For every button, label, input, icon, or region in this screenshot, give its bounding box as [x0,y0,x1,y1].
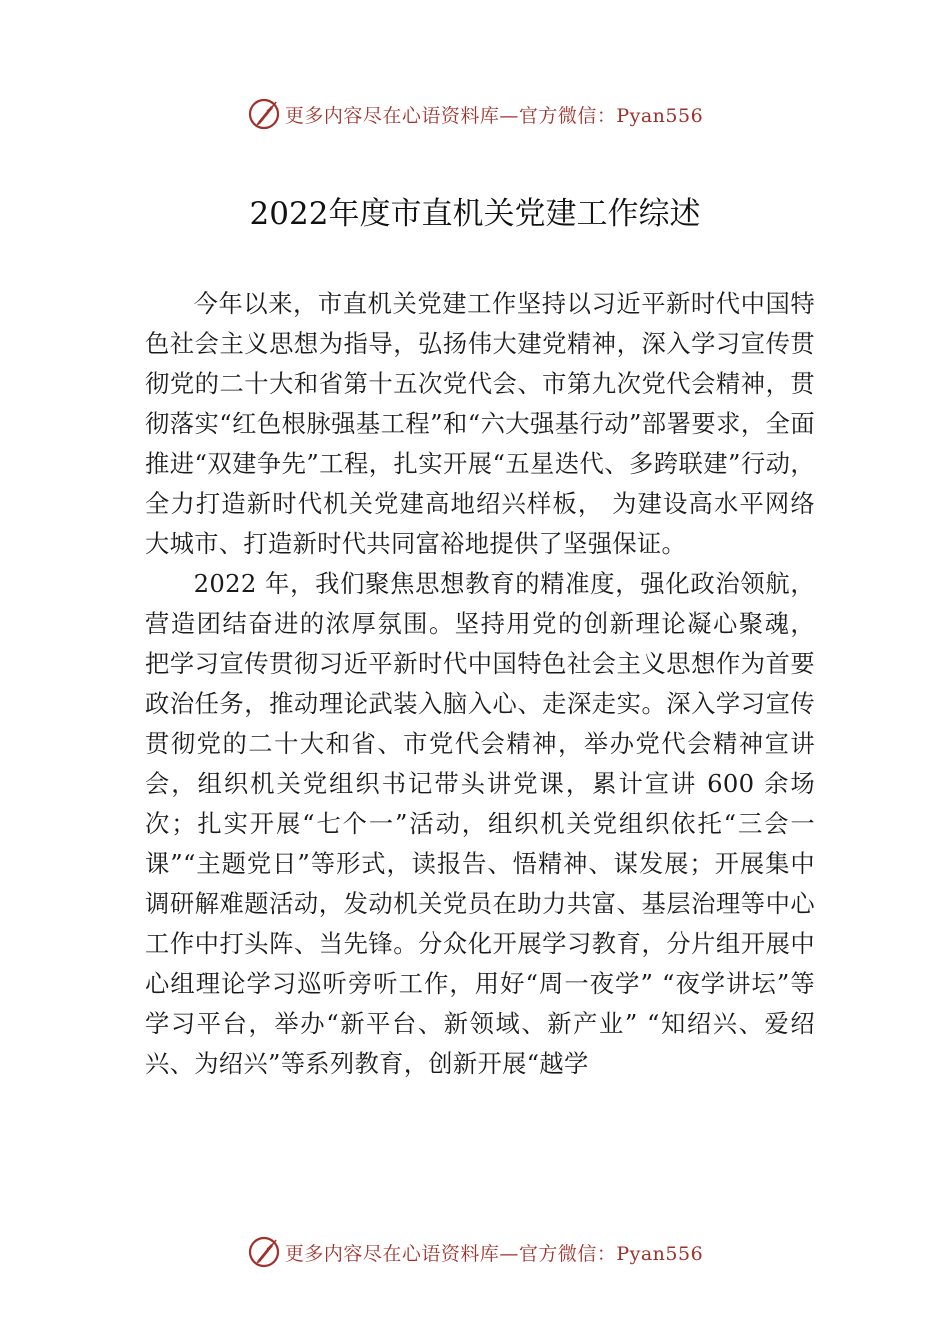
header-banner-text: 更多内容尽在心语资料库—官方微信：Pyan556 [284,104,704,127]
quill-pen-logo-icon [247,1235,281,1269]
header-banner [0,94,950,134]
document-body [145,284,815,1084]
document-title: 2022年度市直机关党建工作综述 [249,196,701,232]
paragraph-1: 今年以来，市直机关党建工作坚持以习近平新时代中国特色社会主义思想为指导，弘扬伟大建党精神，深入学习宣传贯彻党的二十大和省第十五次党代会、市第九次党代会精神，贯彻落实“红色根脉强基工程”和“六大强基行动”部署要求，全面推进“双建争先”工程，扎实开展“五星迭代、多跨联建”行动，全力打造新时代机关党建高地绍兴样板， 为建设高水平网络大城市、打造新时代共同富裕地提供了坚强保证。 [145,289,815,558]
paragraph-2: 2022 年，我们聚焦思想教育的精准度，强化政治领航，营造团结奋进的浓厚氛围。坚持用党的创新理论凝心聚魂， 把学习宣传贯彻习近平新时代中国特色社会主义思想作为首要政治任务，推动理论武装入脑入心、走深走实。深入学习宣传贯彻党的二十大和省、市党代会精神，举办党代会精神宣讲会，组织机关党组织书记带头讲党课，累计宣讲 600 余场次；扎实开展“七个一”活动，组织机关党组织依托“三会一课”“主题党日”等形式，读报告、悟精神、谋发展；开展集中调研解难题活动，发动机关党员在助力共富、基层治理等中心工作中打头阵、当先锋。分众化开展学习教育，分片组开展中心组理论学习巡听旁听工作，用好“周一夜学” “夜学讲坛”等学习平台，举办“新平台、新领域、新产业” “知绍兴、爱绍兴、为绍兴”等系列教育，创新开展“越学 [145,569,815,1078]
quill-pen-logo-icon [247,97,281,131]
footer-banner [0,1232,950,1272]
footer-banner-text: 更多内容尽在心语资料库—官方微信：Pyan556 [284,1242,704,1265]
